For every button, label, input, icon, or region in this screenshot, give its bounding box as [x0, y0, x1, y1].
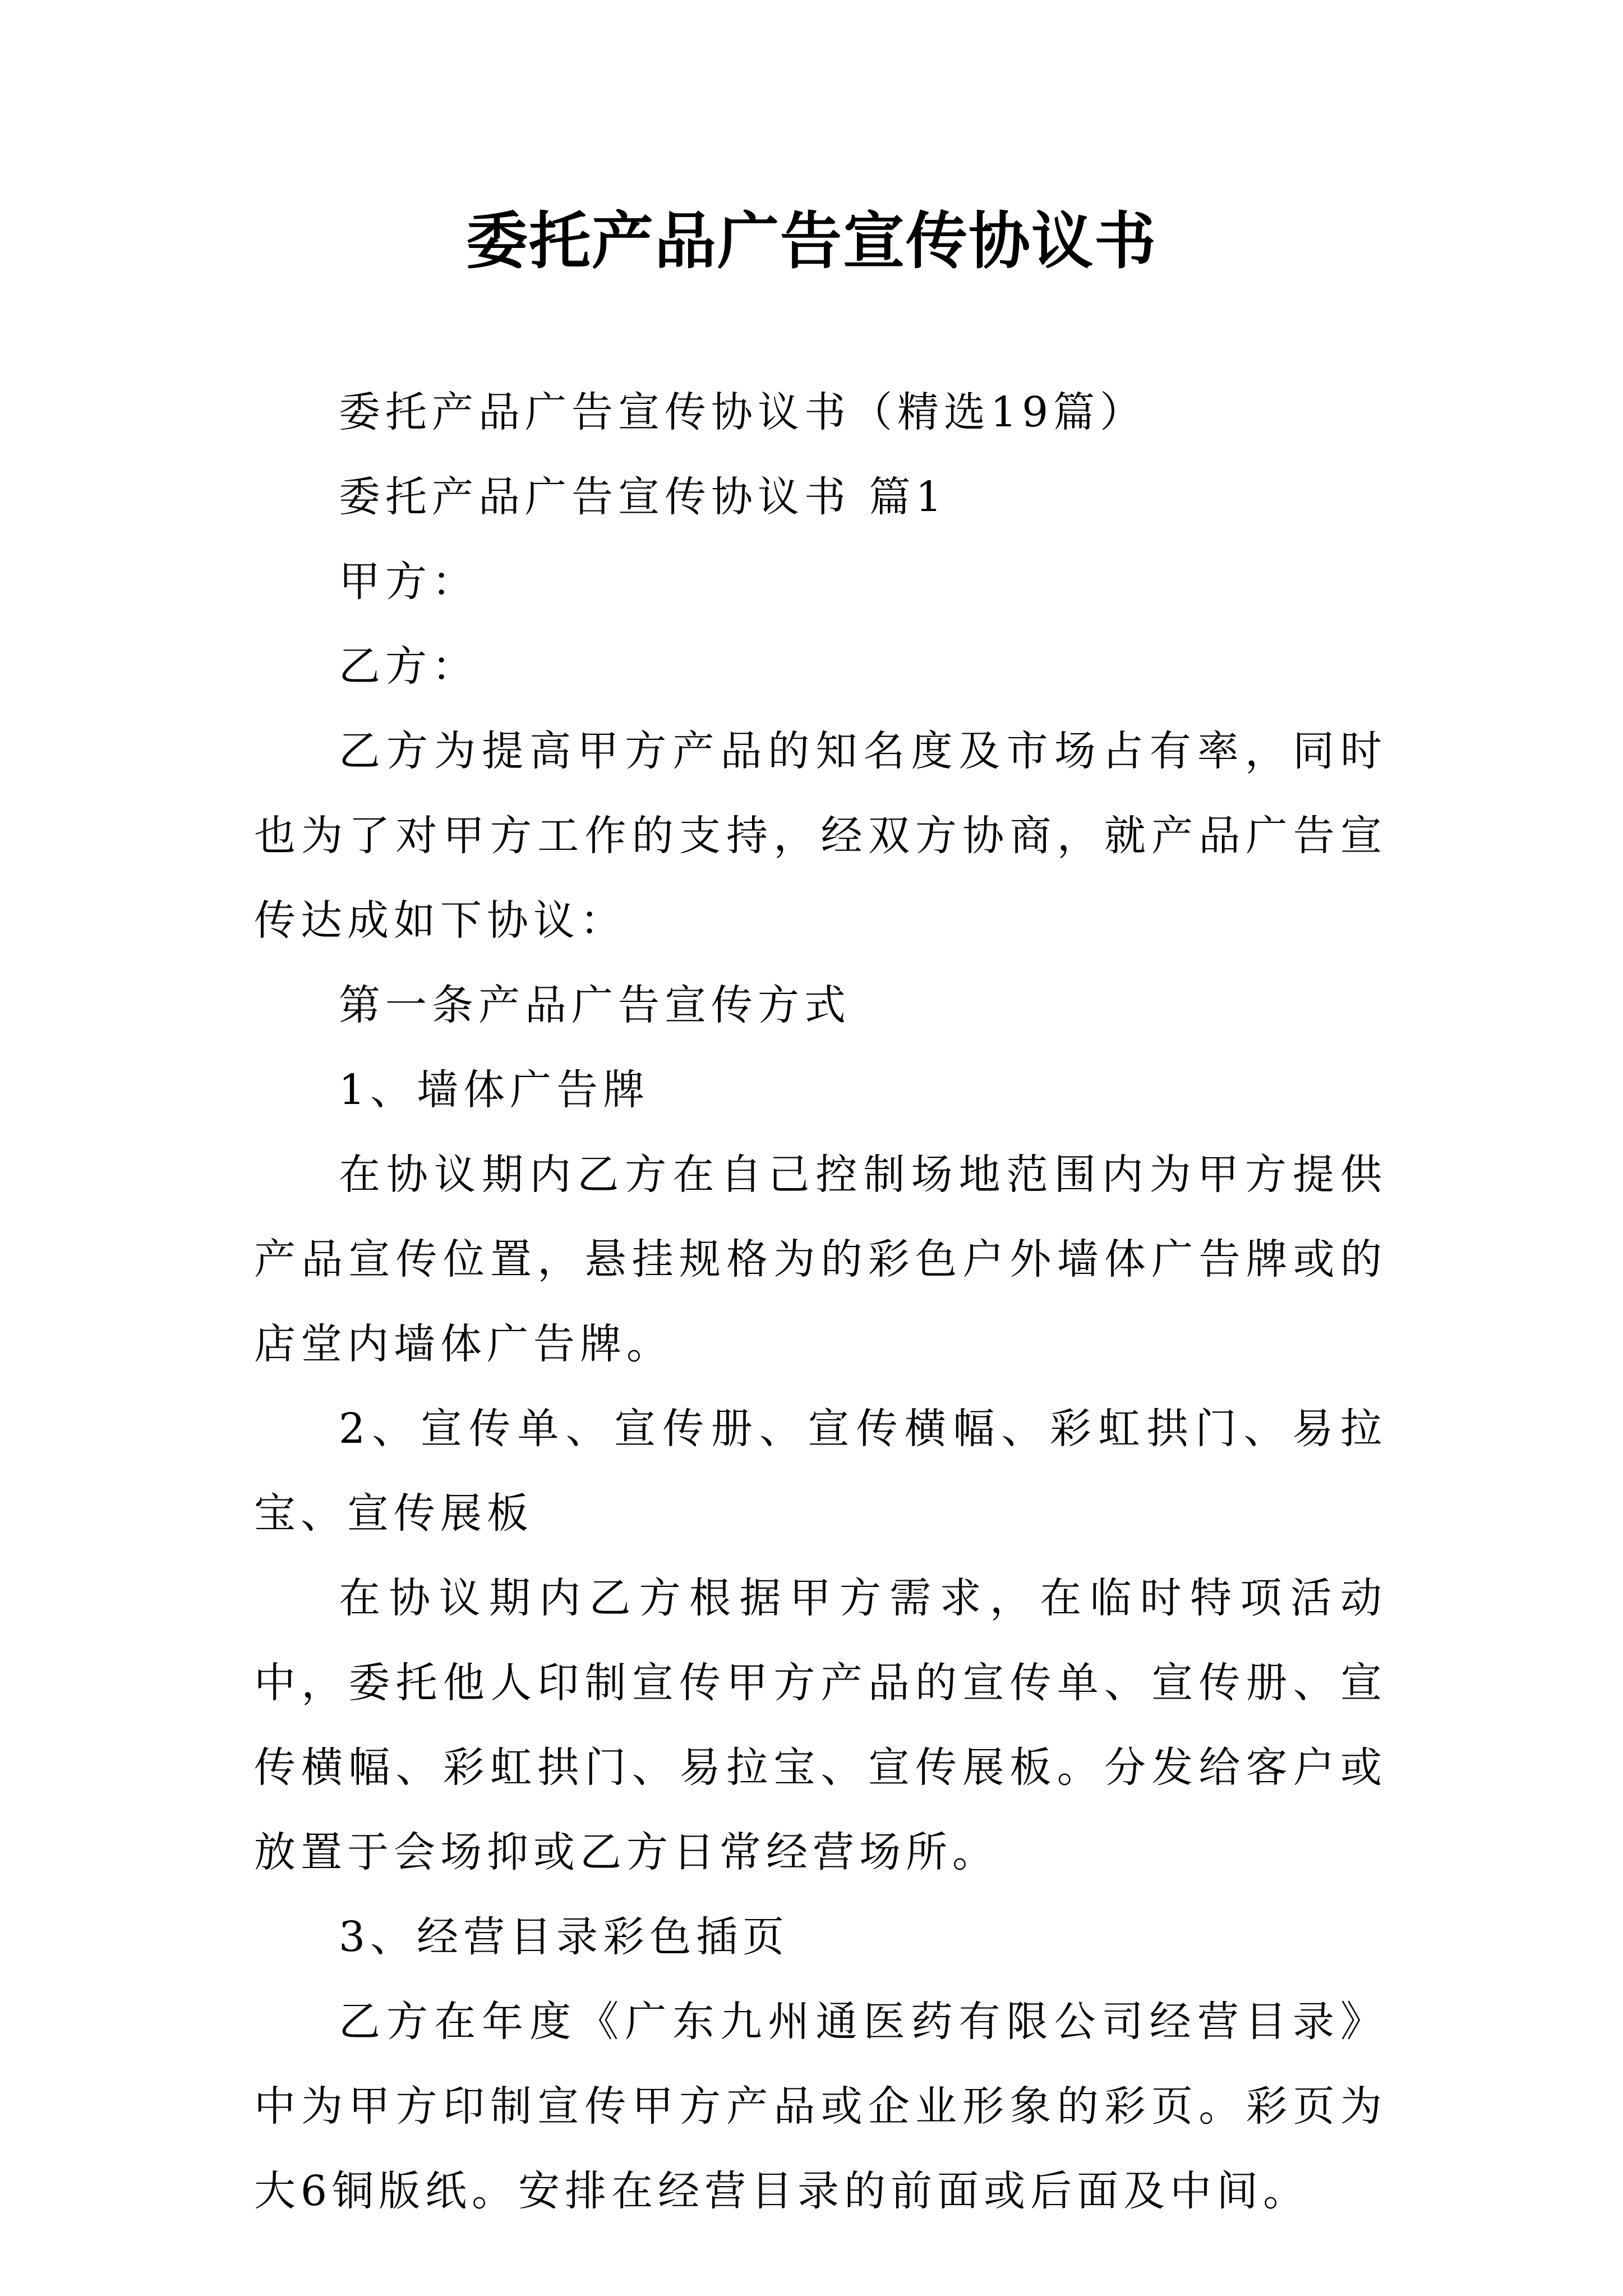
paragraph-section-heading: 委托产品广告宣传协议书 篇1: [339, 473, 947, 521]
paragraph-item-2-body: 在协议期内乙方根据甲方需求，在临时特项活动中，委托他人印制宣传甲方产品的宣传单、宣传册、宣传横幅、彩虹拱门、易拉宝、宣传展板。分发给客户或放置于会场抑或乙方日常经营场所。: [254, 1574, 1387, 1876]
paragraph-item-1-body: 在协议期内乙方在自己控制场地范围内为甲方提供产品宣传位置，悬挂规格为的彩色户外墙体广告牌或的店堂内墙体广告牌。: [254, 1151, 1387, 1368]
paragraph-party-b: 乙方：: [339, 642, 478, 691]
paragraph-item-3-body: 乙方在年度《广东九州通医药有限公司经营目录》中为甲方印制宣传甲方产品或企业形象的彩页。彩页为大6铜版纸。安排在经营目录的前面或后面及中间。: [254, 1998, 1387, 2215]
paragraph-item-1-heading: 1、墙体广告牌: [339, 1066, 650, 1114]
document-body: [254, 370, 1387, 2234]
paragraph-article-1: 第一条产品广告宣传方式: [339, 981, 851, 1029]
paragraph-item-2-heading: 2、宣传单、宣传册、宣传横幅、彩虹拱门、易拉宝、宣传展板: [254, 1405, 1387, 1538]
document-title: 委托产品广告宣传协议书: [466, 205, 1157, 277]
paragraph-subtitle: 委托产品广告宣传协议书（精选19篇）: [339, 388, 1147, 436]
paragraph-party-a: 甲方：: [339, 558, 478, 606]
paragraph-item-3-heading: 3、经营目录彩色插页: [339, 1913, 790, 1961]
paragraph-preamble: 乙方为提高甲方产品的知名度及市场占有率，同时也为了对甲方工作的支持，经双方协商，就产品广告宣传达成如下协议：: [254, 727, 1387, 945]
